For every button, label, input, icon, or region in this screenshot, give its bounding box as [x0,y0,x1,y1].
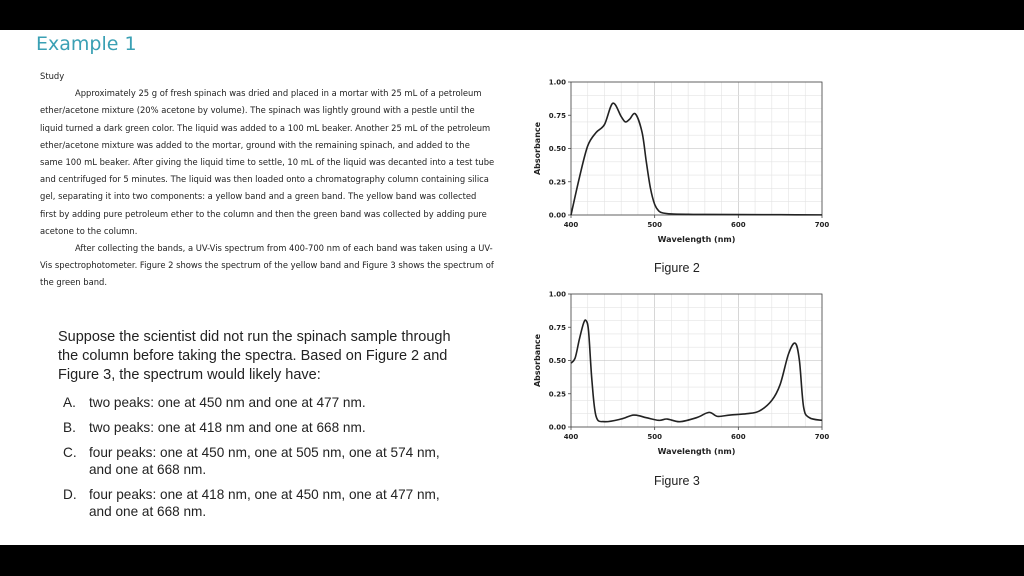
study-label: Study [40,71,65,81]
option-a[interactable] [63,394,463,411]
figure-3-svg [530,286,830,466]
x-tick-label: 400 [563,221,579,229]
question-text: Suppose the scientist did not run the spinach sample through the column before taking the spectra. Based on Figure 2 and Figure 3, the spectrum would likely have: [58,329,451,383]
y-tick-label: 0.25 [548,390,566,399]
option-letter: A. [63,395,76,410]
study-text [40,68,495,292]
y-axis-label: Absorbance [533,333,542,388]
y-tick-label: 1.00 [548,290,566,299]
spectrum-line [571,320,822,422]
x-tick-label: 500 [647,221,662,229]
option-d[interactable] [63,486,463,520]
option-text: two peaks: one at 450 nm and one at 477 nm. [89,395,366,410]
y-tick-label: 0.00 [548,211,566,220]
option-text: four peaks: one at 418 nm, one at 450 nm, one at 477 nm, and one at 668 nm. [89,487,440,519]
option-text: two peaks: one at 418 nm and one at 668 nm. [89,420,366,435]
slide [0,30,1024,545]
y-tick-label: 1.00 [548,78,566,87]
figure-3-chart [530,286,830,466]
option-b[interactable] [63,419,463,436]
study-paragraph-1: Approximately 25 g of fresh spinach was dried and placed in a mortar with 25 mL of a petroleum ether/acetone mixture (20% acetone by volume). The spinach was lightly ground with a pestle until the liquid turned a dark green color. The liquid was added to a 100 mL beaker. Another 25 mL of the petroleum ether/acetone mixture was added to the mortar, ground with the remaining spinach, and added to the same 100 mL beaker. After giving the liquid time to settle, 10 mL of the liquid was decanted into a test tube and centrifuged for 5 minutes. The liquid was then loaded onto a chromatography column containing silica gel, separating it into two components: a yellow band and a green band. The yellow band was collected first by adding pure petroleum ether to the column and then the green band was collected by adding pure acetone to the column. [40,88,495,236]
study-paragraph-2: After collecting the bands, a UV-Vis spectrum from 400-700 nm of each band was taken using a UV-Vis spectrophotometer. Figure 2 shows the spectrum of the yellow band and Figure 3 shows the spectrum of the green band. [40,243,494,288]
x-tick-label: 700 [814,433,830,441]
answer-options [63,394,463,528]
y-tick-label: 0.50 [548,357,566,365]
option-text: four peaks: one at 450 nm, one at 505 nm, one at 574 nm, and one at 668 nm. [89,445,440,477]
page-title: Example 1 [36,33,137,55]
x-tick-label: 500 [647,433,662,441]
x-tick-label: 700 [814,221,830,229]
option-letter: D. [63,487,77,502]
y-axis-label: Absorbance [533,121,542,176]
figure-2-caption: Figure 2 [654,261,700,275]
y-tick-label: 0.75 [548,323,566,332]
figure-2-svg [530,74,830,254]
y-tick-label: 0.00 [548,423,566,432]
x-tick-label: 600 [731,221,746,229]
y-tick-label: 0.50 [548,145,566,153]
figure-2-chart [530,74,830,254]
y-tick-label: 0.75 [548,111,566,120]
spectrum-line [571,103,822,215]
y-tick-label: 0.25 [548,178,566,187]
x-tick-label: 400 [563,433,579,441]
x-axis-label: Wavelength (nm) [657,235,736,244]
option-letter: B. [63,420,76,435]
x-tick-label: 600 [731,433,746,441]
option-letter: C. [63,445,77,460]
x-axis-label: Wavelength (nm) [657,447,736,456]
figure-3-caption: Figure 3 [654,474,700,488]
option-c[interactable] [63,444,463,478]
